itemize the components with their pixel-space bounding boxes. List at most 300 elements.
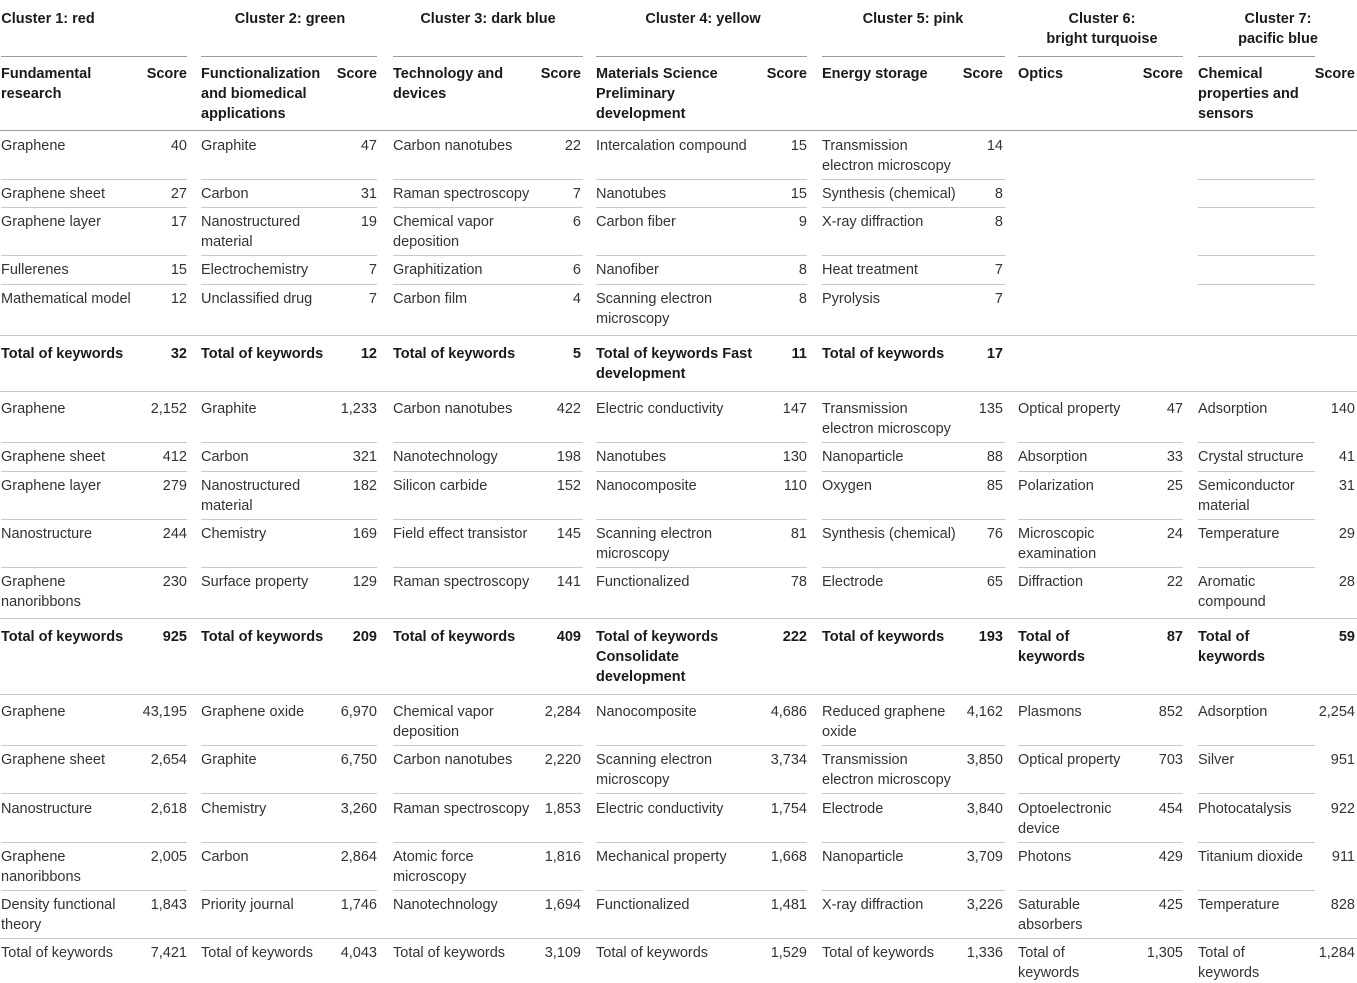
keyword-cell: Atomic force microscopy [393,849,474,885]
keyword-cell: Graphene sheet [1,186,105,202]
keyword-cell: Graphene oxide [201,704,305,720]
total-label: Total of keywords [1018,629,1085,665]
row-divider [1,842,187,843]
row-divider [822,179,1005,180]
row-divider [596,842,807,843]
row-divider [1198,519,1315,520]
keyword-cell: Adsorption [1198,704,1268,720]
score-cell: 135 [978,401,1003,417]
score-cell: 19 [360,214,377,230]
total-label: Total of keywords [1,346,124,362]
keyword-cell: Electrochemistry [201,262,309,278]
keyword-cell: Graphene [1,401,66,417]
keyword-cell: Carbon fiber [596,214,676,230]
score-cell: 15 [790,138,807,154]
row-divider [393,284,583,285]
row-divider [1198,567,1315,568]
row-divider [393,471,583,472]
score-cell: 129 [352,574,377,590]
score-cell: 852 [1158,704,1183,720]
keyword-cell: Nanofiber [596,262,659,278]
score-header: Score [540,66,581,82]
row-divider [1198,745,1315,746]
row-divider [1018,745,1183,746]
keyword-cell: Graphene [1,704,66,720]
keyword-cell: Carbon [201,186,249,202]
keyword-cell: Photocatalysis [1198,801,1292,817]
score-cell: 6 [572,214,581,230]
category-header: Materials Science Preliminary development [596,66,718,122]
row-divider [596,890,807,891]
total-value: 59 [1338,629,1355,645]
row-divider [596,207,807,208]
row-divider [1,56,187,57]
keyword-cell: Graphite [201,752,257,768]
row-divider [822,519,1005,520]
keyword-cell: Chemistry [201,526,267,542]
category-header: Fundamental research [1,66,92,102]
score-cell: 3,850 [966,752,1003,768]
total-value: 925 [162,629,187,645]
total-value: 32 [170,346,187,362]
row-divider [201,471,377,472]
keyword-cell: Priority journal [201,897,294,913]
keyword-cell: Nanostructure [1,801,93,817]
keyword-cell: Silver [1198,752,1235,768]
row-divider [1198,793,1315,794]
keyword-cell: Optical property [1018,752,1121,768]
score-cell: 1,754 [770,801,807,817]
score-cell: 2,220 [544,752,581,768]
score-cell: 922 [1330,801,1355,817]
total-value: 193 [978,629,1003,645]
score-cell: 9 [798,214,807,230]
score-header: Score [336,66,377,82]
row-divider [0,335,1357,336]
score-header: Score [1142,66,1183,82]
score-cell: 425 [1158,897,1183,913]
keyword-cell: Nanotechnology [393,449,498,465]
keyword-cell: Electrode [822,574,884,590]
score-cell: 454 [1158,801,1183,817]
row-divider [393,255,583,256]
total-label: Total of keywords [1018,945,1080,981]
category-header: Technology and devices [393,66,504,102]
score-cell: 15 [790,186,807,202]
cluster-header: Cluster 5: pink [862,11,964,27]
row-divider [393,442,583,443]
row-divider [822,442,1005,443]
score-cell: 33 [1166,449,1183,465]
score-cell: 81 [790,526,807,542]
total-value: 11 [791,346,807,362]
row-divider [0,391,1357,392]
total-value: 222 [782,629,807,645]
total-value: 1,529 [770,945,807,961]
score-cell: 7 [572,186,581,202]
score-cell: 911 [1331,849,1355,865]
total-value: 1,284 [1318,945,1355,961]
score-cell: 279 [162,478,187,494]
row-divider [1,471,187,472]
score-cell: 1,694 [544,897,581,913]
row-divider [201,567,377,568]
row-divider [1,519,187,520]
score-cell: 6 [572,262,581,278]
row-divider [1198,207,1315,208]
row-divider [596,284,807,285]
score-cell: 3,226 [966,897,1003,913]
row-divider [822,284,1005,285]
row-divider [393,793,583,794]
score-cell: 4 [572,291,581,307]
score-cell: 3,840 [966,801,1003,817]
keyword-cell: Transmission electron microscopy [822,401,951,437]
score-cell: 1,481 [770,897,807,913]
keyword-cell: Surface property [201,574,309,590]
row-divider [201,442,377,443]
row-divider [1,255,187,256]
score-header: Score [766,66,807,82]
keyword-cell: Raman spectroscopy [393,801,530,817]
score-cell: 8 [798,262,807,278]
keyword-cell: Carbon nanotubes [393,401,513,417]
keyword-cell: Reduced graphene oxide [822,704,946,740]
row-divider [822,255,1005,256]
total-label: Total of keywords [1198,629,1265,665]
keyword-cell: Scanning electron microscopy [596,291,713,327]
score-cell: 429 [1158,849,1183,865]
score-cell: 2,005 [150,849,187,865]
score-cell: 22 [1166,574,1183,590]
score-cell: 141 [556,574,581,590]
row-divider [201,793,377,794]
score-cell: 1,668 [770,849,807,865]
keyword-cell: Intercalation compound [596,138,747,154]
keyword-cell: Functionalized [596,897,690,913]
row-divider [822,207,1005,208]
score-cell: 24 [1166,526,1183,542]
score-cell: 8 [994,214,1003,230]
row-divider [201,745,377,746]
row-divider [1018,842,1183,843]
row-divider [201,207,377,208]
score-cell: 198 [556,449,581,465]
keyword-cell: Graphene sheet [1,752,105,768]
row-divider [1018,890,1183,891]
score-cell: 110 [783,478,807,494]
row-divider [201,179,377,180]
row-divider [822,842,1005,843]
keyword-cell: Titanium dioxide [1198,849,1304,865]
row-divider [1,890,187,891]
total-label: Total of keywords [1198,945,1260,981]
score-cell: 3,260 [340,801,377,817]
row-divider [822,890,1005,891]
row-divider [596,567,807,568]
total-label: Total of keywords [1,945,114,961]
score-cell: 4,162 [966,704,1003,720]
total-label: Total of keywords [201,945,314,961]
keyword-cell: Electric conductivity [596,801,724,817]
keyword-cell: Nanoparticle [822,849,904,865]
keyword-cell: Graphene sheet [1,449,105,465]
row-divider [0,694,1357,695]
score-cell: 41 [1338,449,1355,465]
row-divider [393,890,583,891]
score-cell: 7 [994,262,1003,278]
score-cell: 145 [556,526,581,542]
score-cell: 40 [170,138,187,154]
keyword-cell: Graphene layer [1,478,101,494]
total-label: Total of keywords [393,629,516,645]
keyword-cell: Mechanical property [596,849,727,865]
keyword-cell: Carbon film [393,291,468,307]
total-label: Total of keywords Consolidate development [596,629,719,685]
score-cell: 27 [170,186,187,202]
score-cell: 29 [1338,526,1355,542]
keyword-cell: X-ray diffraction [822,214,924,230]
row-divider [596,519,807,520]
row-divider [596,745,807,746]
keyword-cell: Transmission electron microscopy [822,138,951,174]
row-divider [1,207,187,208]
row-divider [1,179,187,180]
keyword-cell: Electrode [822,801,884,817]
keyword-cell: Scanning electron microscopy [596,526,713,562]
keyword-cell: Optoelectronic device [1018,801,1112,837]
row-divider [596,442,807,443]
score-cell: 6,750 [340,752,377,768]
keyword-cell: Photons [1018,849,1072,865]
score-cell: 31 [360,186,377,202]
score-cell: 78 [790,574,807,590]
keyword-cell: Unclassified drug [201,291,313,307]
row-divider [822,567,1005,568]
total-label: Total of keywords [822,629,945,645]
score-cell: 8 [798,291,807,307]
keyword-cell: Chemical vapor deposition [393,214,494,250]
row-divider [1018,567,1183,568]
total-value: 209 [352,629,377,645]
keyword-cell: Density functional theory [1,897,116,933]
keyword-cell: Diffraction [1018,574,1084,590]
score-cell: 65 [986,574,1003,590]
score-cell: 1,816 [544,849,581,865]
row-divider [1198,56,1315,57]
keyword-cell: Crystal structure [1198,449,1304,465]
keyword-cell: Chemical vapor deposition [393,704,494,740]
score-cell: 703 [1158,752,1183,768]
cluster-header: Cluster 4: yellow [645,11,761,27]
keyword-cell: Graphene layer [1,214,101,230]
score-cell: 951 [1330,752,1355,768]
score-header: Score [146,66,187,82]
score-cell: 7 [994,291,1003,307]
keyword-cell: Nanostructured material [201,478,301,514]
row-divider [393,56,583,57]
score-cell: 130 [782,449,807,465]
keyword-cell: Nanotubes [596,449,667,465]
score-cell: 25 [1166,478,1183,494]
keyword-cell: Optical property [1018,401,1121,417]
keyword-cell: Fullerenes [1,262,69,278]
total-value: 1,336 [966,945,1003,961]
cluster-header: Cluster 6: bright turquoise [1046,11,1158,47]
keyword-cell: Aromatic compound [1198,574,1266,610]
row-divider [822,471,1005,472]
keyword-cell: Temperature [1198,897,1280,913]
row-divider [0,130,1357,131]
keyword-cell: Plasmons [1018,704,1082,720]
cluster-header: Cluster 7: pacific blue [1238,11,1318,47]
row-divider [201,842,377,843]
total-label: Total of keywords [596,945,709,961]
row-divider [393,567,583,568]
keyword-cell: Transmission electron microscopy [822,752,951,788]
total-label: Total of keywords [822,346,945,362]
keyword-cell: Graphene nanoribbons [1,574,81,610]
row-divider [596,793,807,794]
score-cell: 7 [368,291,377,307]
row-divider [201,255,377,256]
total-label: Total of keywords [822,945,935,961]
score-cell: 8 [994,186,1003,202]
keyword-cell: Oxygen [822,478,872,494]
row-divider [1198,471,1315,472]
total-value: 5 [572,346,581,362]
keyword-cell: Chemistry [201,801,267,817]
score-header: Score [962,66,1003,82]
total-label: Total of keywords [201,629,324,645]
keyword-cell: Carbon [201,849,249,865]
keyword-cell: X-ray diffraction [822,897,924,913]
score-cell: 17 [170,214,187,230]
total-value: 409 [556,629,581,645]
score-cell: 6,970 [340,704,377,720]
keyword-cell: Temperature [1198,526,1280,542]
keyword-cell: Functionalized [596,574,690,590]
category-header: Chemical properties and sensors [1198,66,1299,122]
row-divider [1,284,187,285]
category-header: Optics [1018,66,1064,82]
score-cell: 182 [352,478,377,494]
row-divider [393,179,583,180]
keyword-cell: Carbon nanotubes [393,138,513,154]
score-cell: 2,254 [1318,704,1355,720]
keyword-cell: Heat treatment [822,262,918,278]
score-cell: 2,864 [340,849,377,865]
row-divider [201,519,377,520]
score-cell: 28 [1338,574,1355,590]
score-cell: 828 [1330,897,1355,913]
score-cell: 88 [986,449,1003,465]
keyword-cell: Nanotubes [596,186,667,202]
score-cell: 321 [352,449,377,465]
keyword-cell: Absorption [1018,449,1088,465]
keyword-cell: Electric conductivity [596,401,724,417]
score-cell: 22 [564,138,581,154]
keyword-cell: Nanocomposite [596,478,697,494]
score-cell: 140 [1330,401,1355,417]
score-cell: 2,618 [150,801,187,817]
score-cell: 147 [782,401,807,417]
total-value: 12 [360,346,377,362]
total-label: Total of keywords [393,945,506,961]
score-cell: 2,654 [150,752,187,768]
cluster-header: Cluster 1: red [1,11,95,27]
row-divider [822,56,1005,57]
score-cell: 14 [986,138,1003,154]
keyword-cell: Nanostructure [1,526,93,542]
keyword-cell: Graphitization [393,262,483,278]
keyword-cell: Field effect transistor [393,526,528,542]
keyword-cell: Synthesis (chemical) [822,186,956,202]
score-cell: 85 [986,478,1003,494]
score-cell: 4,686 [770,704,807,720]
score-cell: 43,195 [142,704,187,720]
total-value: 1,305 [1146,945,1183,961]
cluster-header: Cluster 3: dark blue [420,11,556,27]
total-value: 3,109 [544,945,581,961]
score-cell: 47 [1166,401,1183,417]
row-divider [393,745,583,746]
score-header: Score [1314,66,1355,82]
score-cell: 47 [360,138,377,154]
keyword-cell: Saturable absorbers [1018,897,1083,933]
keyword-cell: Polarization [1018,478,1094,494]
score-cell: 2,152 [150,401,187,417]
score-cell: 15 [170,262,187,278]
row-divider [1198,890,1315,891]
cluster-header: Cluster 2: green [234,11,346,27]
keyword-cell: Raman spectroscopy [393,574,530,590]
row-divider [1018,56,1183,57]
total-label: Total of keywords Fast development [596,346,753,382]
score-cell: 1,746 [340,897,377,913]
score-cell: 3,709 [966,849,1003,865]
row-divider [596,56,807,57]
score-cell: 169 [352,526,377,542]
row-divider [1198,284,1315,285]
row-divider [596,471,807,472]
keyword-cell: Nanoparticle [822,449,904,465]
row-divider [1018,442,1183,443]
keyword-cell: Nanotechnology [393,897,498,913]
row-divider [1018,471,1183,472]
total-value: 4,043 [340,945,377,961]
row-divider [1198,842,1315,843]
row-divider [596,179,807,180]
total-label: Total of keywords [201,346,324,362]
total-label: Total of keywords [1,629,124,645]
keyword-cell: Graphite [201,138,257,154]
row-divider [201,56,377,57]
score-cell: 76 [986,526,1003,542]
row-divider [0,618,1357,619]
row-divider [201,284,377,285]
total-value: 87 [1166,629,1183,645]
keyword-cell: Raman spectroscopy [393,186,530,202]
category-header: Functionalization and biomedical applications [201,66,321,122]
keyword-cell: Silicon carbide [393,478,488,494]
category-header: Energy storage [822,66,928,82]
keyword-cell: Carbon [201,449,249,465]
total-value: 17 [986,346,1003,362]
row-divider [0,938,1357,939]
row-divider [1,745,187,746]
row-divider [1,567,187,568]
